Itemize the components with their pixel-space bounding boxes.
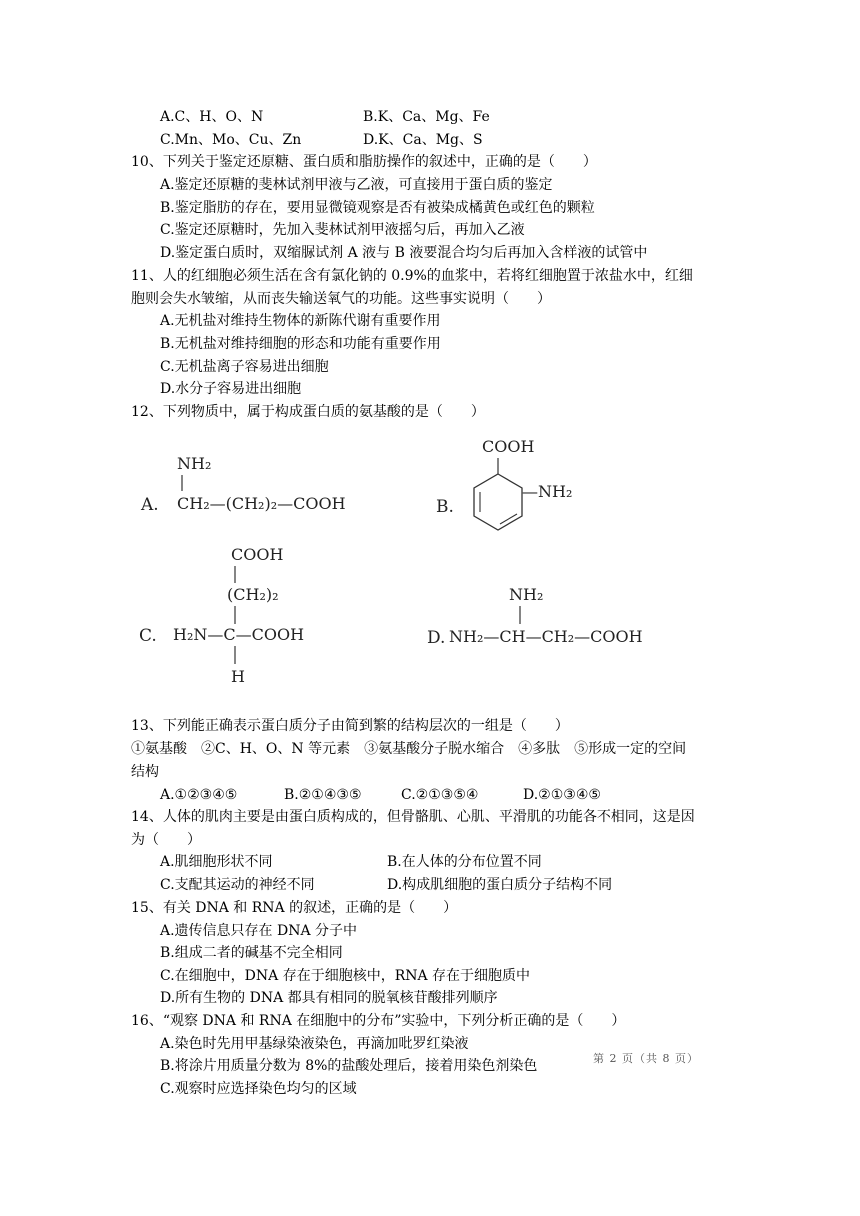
q16-stem: 16、“观察 DNA 和 RNA 在细胞中的分布”实验中，下列分析正确的是（ ） (131, 1013, 626, 1029)
benzene-ring (474, 474, 522, 530)
q15-stem: 15、有关 DNA 和 RNA 的叙述，正确的是（ ） (131, 900, 458, 916)
q15-option-a: A.遗传信息只存在 DNA 分子中 (160, 923, 358, 939)
q9-option-c: C.Mn、Mo、Cu、Zn (160, 132, 302, 148)
q14-option-a: A.肌细胞形状不同 (160, 854, 273, 870)
structure-d-main-chain: NH₂—CH—CH₂—COOH (449, 627, 643, 646)
q13-items-cont: 结构 (131, 764, 159, 780)
q14-stem-line2: 为（ ） (131, 832, 201, 848)
q11-option-d: D.水分子容易进出细胞 (160, 381, 302, 397)
q15-option-d: D.所有生物的 DNA 都具有相同的脱氧核苷酸排列顺序 (160, 990, 498, 1006)
q16-option-b: B.将涂片用质量分数为 8%的盐酸处理后，接着用染色剂染色 (160, 1058, 538, 1074)
q9-option-b: B.K、Ca、Mg、Fe (363, 109, 490, 125)
q13-option-d: D.②①③④⑤ (523, 787, 601, 803)
structure-d-label: D. (427, 628, 446, 648)
q11-option-b: B.无机盐对维持细胞的形态和功能有重要作用 (160, 336, 441, 352)
q13-option-b: B.②①④③⑤ (284, 787, 362, 803)
q9-option-d: D.K、Ca、Mg、S (363, 132, 483, 148)
q16-option-c: C.观察时应选择染色均匀的区域 (160, 1081, 357, 1097)
q10-option-d: D.鉴定蛋白质时，双缩脲试剂 A 液与 B 液要混合均匀后再加入含样液的试管中 (160, 245, 648, 261)
q16-option-a: A.染色时先用甲基绿染液染色，再滴加吡罗红染液 (160, 1036, 469, 1052)
structure-a-label: A. (141, 495, 159, 515)
q11-option-c: C.无机盐离子容易进出细胞 (160, 359, 329, 375)
structure-d-amino-top: NH₂ (509, 585, 544, 604)
q10-option-a: A.鉴定还原糖的斐林试剂甲液与乙液，可直接用于蛋白质的鉴定 (160, 177, 553, 193)
q11-option-a: A.无机盐对维持生物体的新陈代谢有重要作用 (160, 313, 441, 329)
q10-option-b: B.鉴定脂肪的存在，要用显微镜观察是否有被染成橘黄色或红色的颗粒 (160, 200, 595, 216)
structure-c-carboxyl-top: COOH (231, 545, 284, 564)
q11-stem-line1: 11、人的红细胞必须生活在含有氯化钠的 0.9%的血浆中，若将红细胞置于浓盐水中，红细 (131, 268, 693, 284)
structure-a-amino-group: NH₂ (177, 454, 212, 473)
structure-c-hydrogen: H (231, 667, 245, 686)
q13-items: ①氨基酸 ②C、H、O、N 等元素 ③氨基酸分子脱水缩合 ④多肽 ⑤形成一定的空间 (131, 741, 687, 757)
structure-c-label: C. (139, 626, 157, 646)
q14-option-c: C.支配其运动的神经不同 (160, 877, 315, 893)
q13-option-c: C.②①③⑤④ (401, 787, 479, 803)
q15-option-c: C.在细胞中，DNA 存在于细胞核中，RNA 存在于细胞质中 (160, 968, 531, 984)
q15-option-b: B.组成二者的碱基不完全相同 (160, 945, 343, 961)
q11-stem-line2: 胞则会失水皱缩，从而丧失输送氧气的功能。这些事实说明（ ） (131, 291, 551, 307)
q13-option-a: A.①②③④⑤ (160, 787, 238, 803)
structure-c (135, 540, 365, 690)
q9-option-a: A.C、H、O、N (160, 109, 264, 125)
benzene-inner-bond-2 (500, 514, 517, 524)
q14-stem-line1: 14、人体的肌肉主要是由蛋白质构成的，但骨骼肌、心肌、平滑肌的功能各不相同，这是因 (131, 809, 695, 825)
q13-stem: 13、下列能正确表示蛋白质分子由简到繁的结构层次的一组是（ ） (131, 718, 569, 734)
structure-c-main-chain: H₂N—C—COOH (173, 625, 305, 644)
structure-d (425, 578, 675, 658)
q14-option-b: B.在人体的分布位置不同 (387, 854, 542, 870)
structure-a (135, 445, 395, 525)
structure-b-carboxyl: COOH (482, 437, 535, 456)
structure-b-amino: —NH₂ (522, 482, 573, 501)
q14-option-d: D.构成肌细胞的蛋白质分子结构不同 (387, 877, 613, 893)
q10-stem: 10、下列关于鉴定还原糖、蛋白质和脂肪操作的叙述中，正确的是（ ） (131, 154, 597, 170)
structure-b-label: B. (436, 497, 454, 517)
structure-c-methylene: (CH₂)₂ (227, 585, 279, 604)
q12-stem: 12、下列物质中，属于构成蛋白质的氨基酸的是（ ） (131, 404, 485, 420)
structure-b (430, 430, 590, 545)
structure-a-chain: CH₂—(CH₂)₂—COOH (177, 494, 346, 513)
page-number: 第 2 页（共 8 页） (593, 1052, 699, 1065)
q10-option-c: C.鉴定还原糖时，先加入斐林试剂甲液摇匀后，再加入乙液 (160, 222, 525, 238)
